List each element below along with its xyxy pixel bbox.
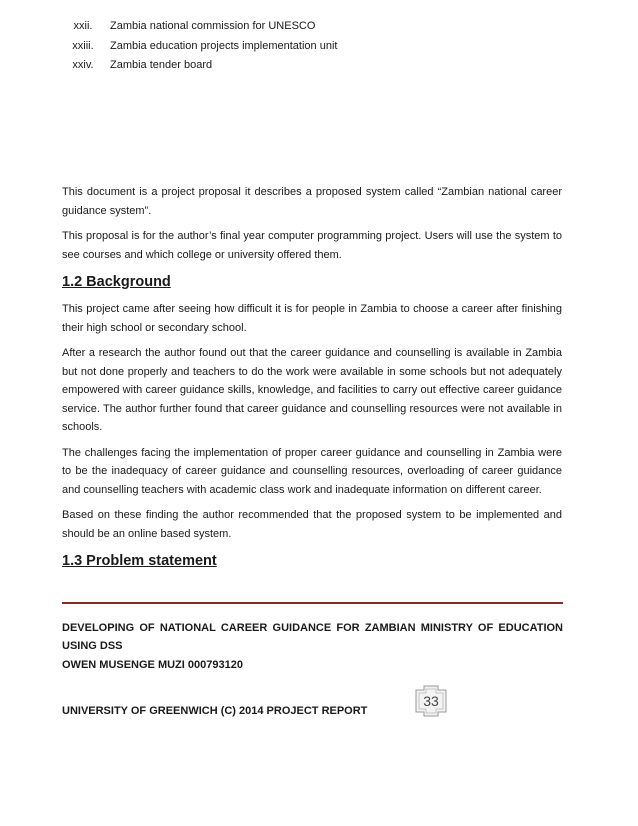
list-item	[58, 56, 337, 76]
intro-paragraph: This document is a project proposal it describes a proposed system called “Zambian national career guidance system”.	[62, 186, 562, 217]
list-item-text: Zambia national commission for UNESCO	[110, 20, 316, 32]
body-text	[62, 183, 562, 579]
footer-report-title: DEVELOPING OF NATIONAL CAREER GUIDANCE FOR ZAMBIAN MINISTRY OF EDUCATION USING DSS	[62, 622, 563, 652]
list-item-text: Zambia tender board	[110, 59, 213, 71]
background-paragraph: The challenges facing the implementation of proper career guidance and counselling in Zambia were to be the inadequacy of career guidance and counselling resources, overloading of career guidance and counselling teachers with academic class work and inadequate information on different career.	[62, 446, 562, 496]
footer-university: UNIVERSITY OF GREENWICH (C) 2014 PROJECT REPORT	[62, 705, 368, 717]
list-item-number: xxii.	[73, 20, 93, 32]
list-item	[58, 17, 337, 37]
footer-author: OWEN MUSENGE MUZI 000793120	[62, 659, 243, 671]
list-item-number: xxiv.	[72, 59, 94, 71]
background-paragraph: Based on these finding the author recommended that the proposed system to be implemented and should be an online based system.	[62, 509, 562, 540]
footer-divider	[62, 602, 563, 604]
list-item-number: xxiii.	[72, 39, 94, 52]
list-item	[58, 37, 337, 57]
intro-paragraph: This proposal is for the author’s final year computer programming project. Users will use the system to see courses and which college or university offered them.	[62, 230, 562, 261]
section-heading-problem-statement: 1.3 Problem statement	[62, 553, 217, 569]
list-item-text: Zambia education projects implementation unit	[110, 39, 338, 52]
page-number: 33	[423, 693, 439, 709]
background-paragraph: This project came after seeing how difficult it is for people in Zambia to choose a career after finishing their high school or secondary school.	[62, 303, 562, 334]
section-heading-background: 1.2 Background	[62, 274, 171, 290]
organisation-list	[58, 17, 337, 76]
background-paragraph: After a research the author found out that the career guidance and counselling is available in Zambia but not done properly and teachers to do the work were available in some schools but not adequately empowered with career guidance skills, knowledge, and facilities to carry out effective career guidance service. The author further found that career guidance and counselling resources were not available in schools.	[62, 347, 562, 433]
page-number-badge	[414, 684, 448, 718]
